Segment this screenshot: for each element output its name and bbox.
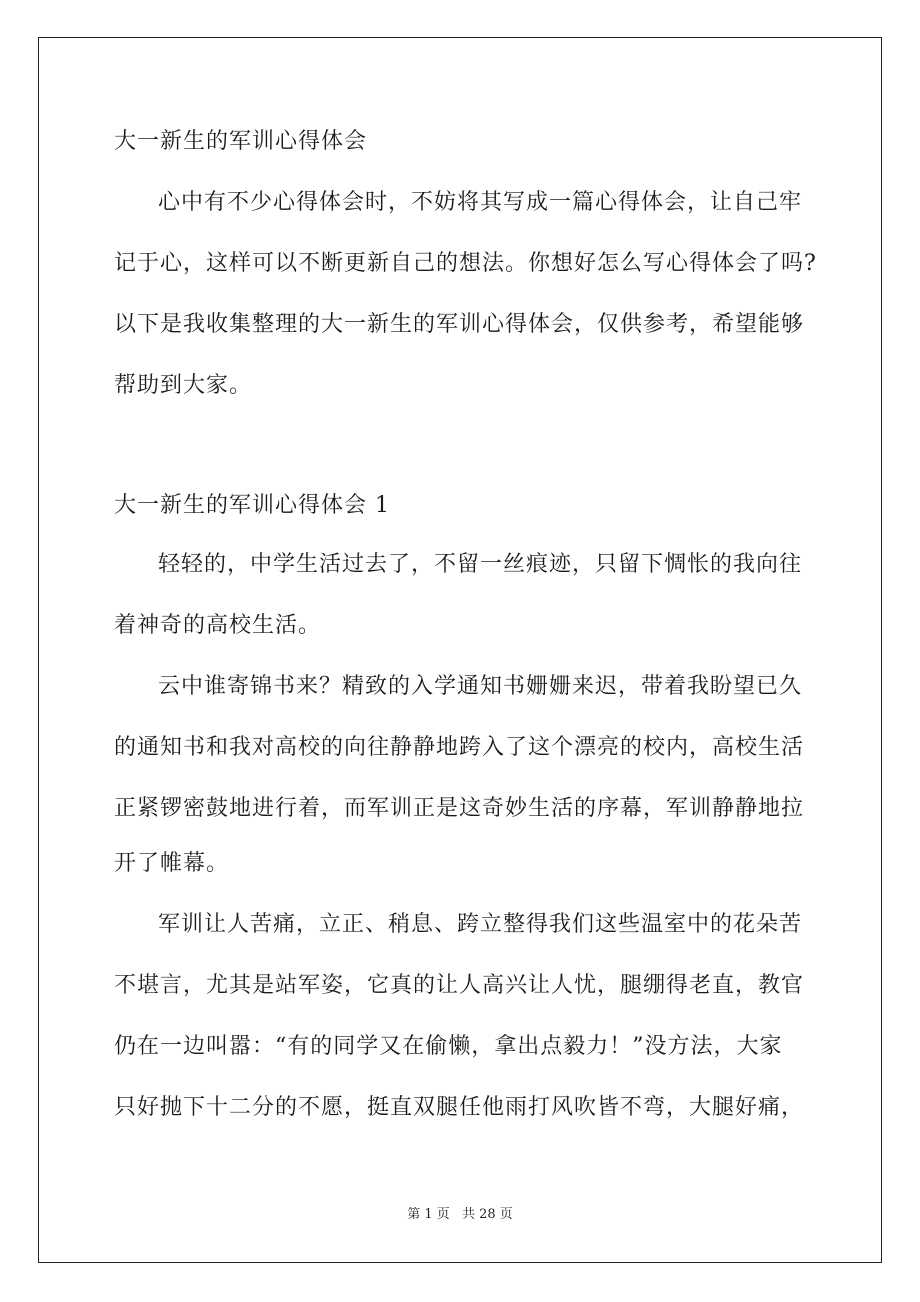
- page-total: 共 28 页: [461, 1207, 513, 1222]
- intro-line: 心中有不少心得体会时，不妨将其写成一篇心得体会，让自己牢: [158, 190, 803, 215]
- page-number: 第 1 页: [407, 1207, 450, 1222]
- paragraph-line: 着神奇的高校生活。: [114, 613, 322, 638]
- paragraph-line: 轻轻的，中学生活过去了，不留一丝痕迹，只留下惆怅的我向往: [158, 552, 803, 577]
- paragraph-line: 仍在一边叫嚣：“有的同学又在偷懒，拿出点毅力！”没方法，大家: [114, 1034, 783, 1059]
- section-title: 大一新生的军训心得体会 1: [114, 493, 390, 518]
- paragraph-line: 正紧锣密鼓地进行着，而军训正是这奇妙生活的序幕，军训静静地拉: [114, 796, 805, 821]
- paragraph-line: 云中谁寄锦书来？精致的入学通知书姗姗来迟，带着我盼望已久: [158, 674, 803, 699]
- paragraph-line: 只好抛下十二分的不愿，挺直双腿任他雨打风吹皆不弯，大腿好痛，: [114, 1095, 805, 1120]
- paragraph-line: 不堪言，尤其是站军姿，它真的让人高兴让人忧，腿绷得老直，教官: [114, 973, 805, 998]
- document-title: 大一新生的军训心得体会: [114, 129, 368, 154]
- intro-line: 以下是我收集整理的大一新生的军训心得体会，仅供参考，希望能够: [114, 312, 805, 337]
- paragraph-line: 的通知书和我对高校的向往静静地跨入了这个漂亮的校内，高校生活: [114, 735, 805, 760]
- paragraph-line: 军训让人苦痛，立正、稍息、跨立整得我们这些温室中的花朵苦: [158, 912, 803, 937]
- intro-line: 帮助到大家。: [114, 373, 253, 398]
- page-border: [38, 37, 882, 1263]
- intro-line: 记于心，这样可以不断更新自己的想法。你想好怎么写心得体会了吗?: [114, 251, 817, 276]
- page-footer: [0, 1206, 920, 1224]
- paragraph-line: 开了帷幕。: [114, 851, 230, 876]
